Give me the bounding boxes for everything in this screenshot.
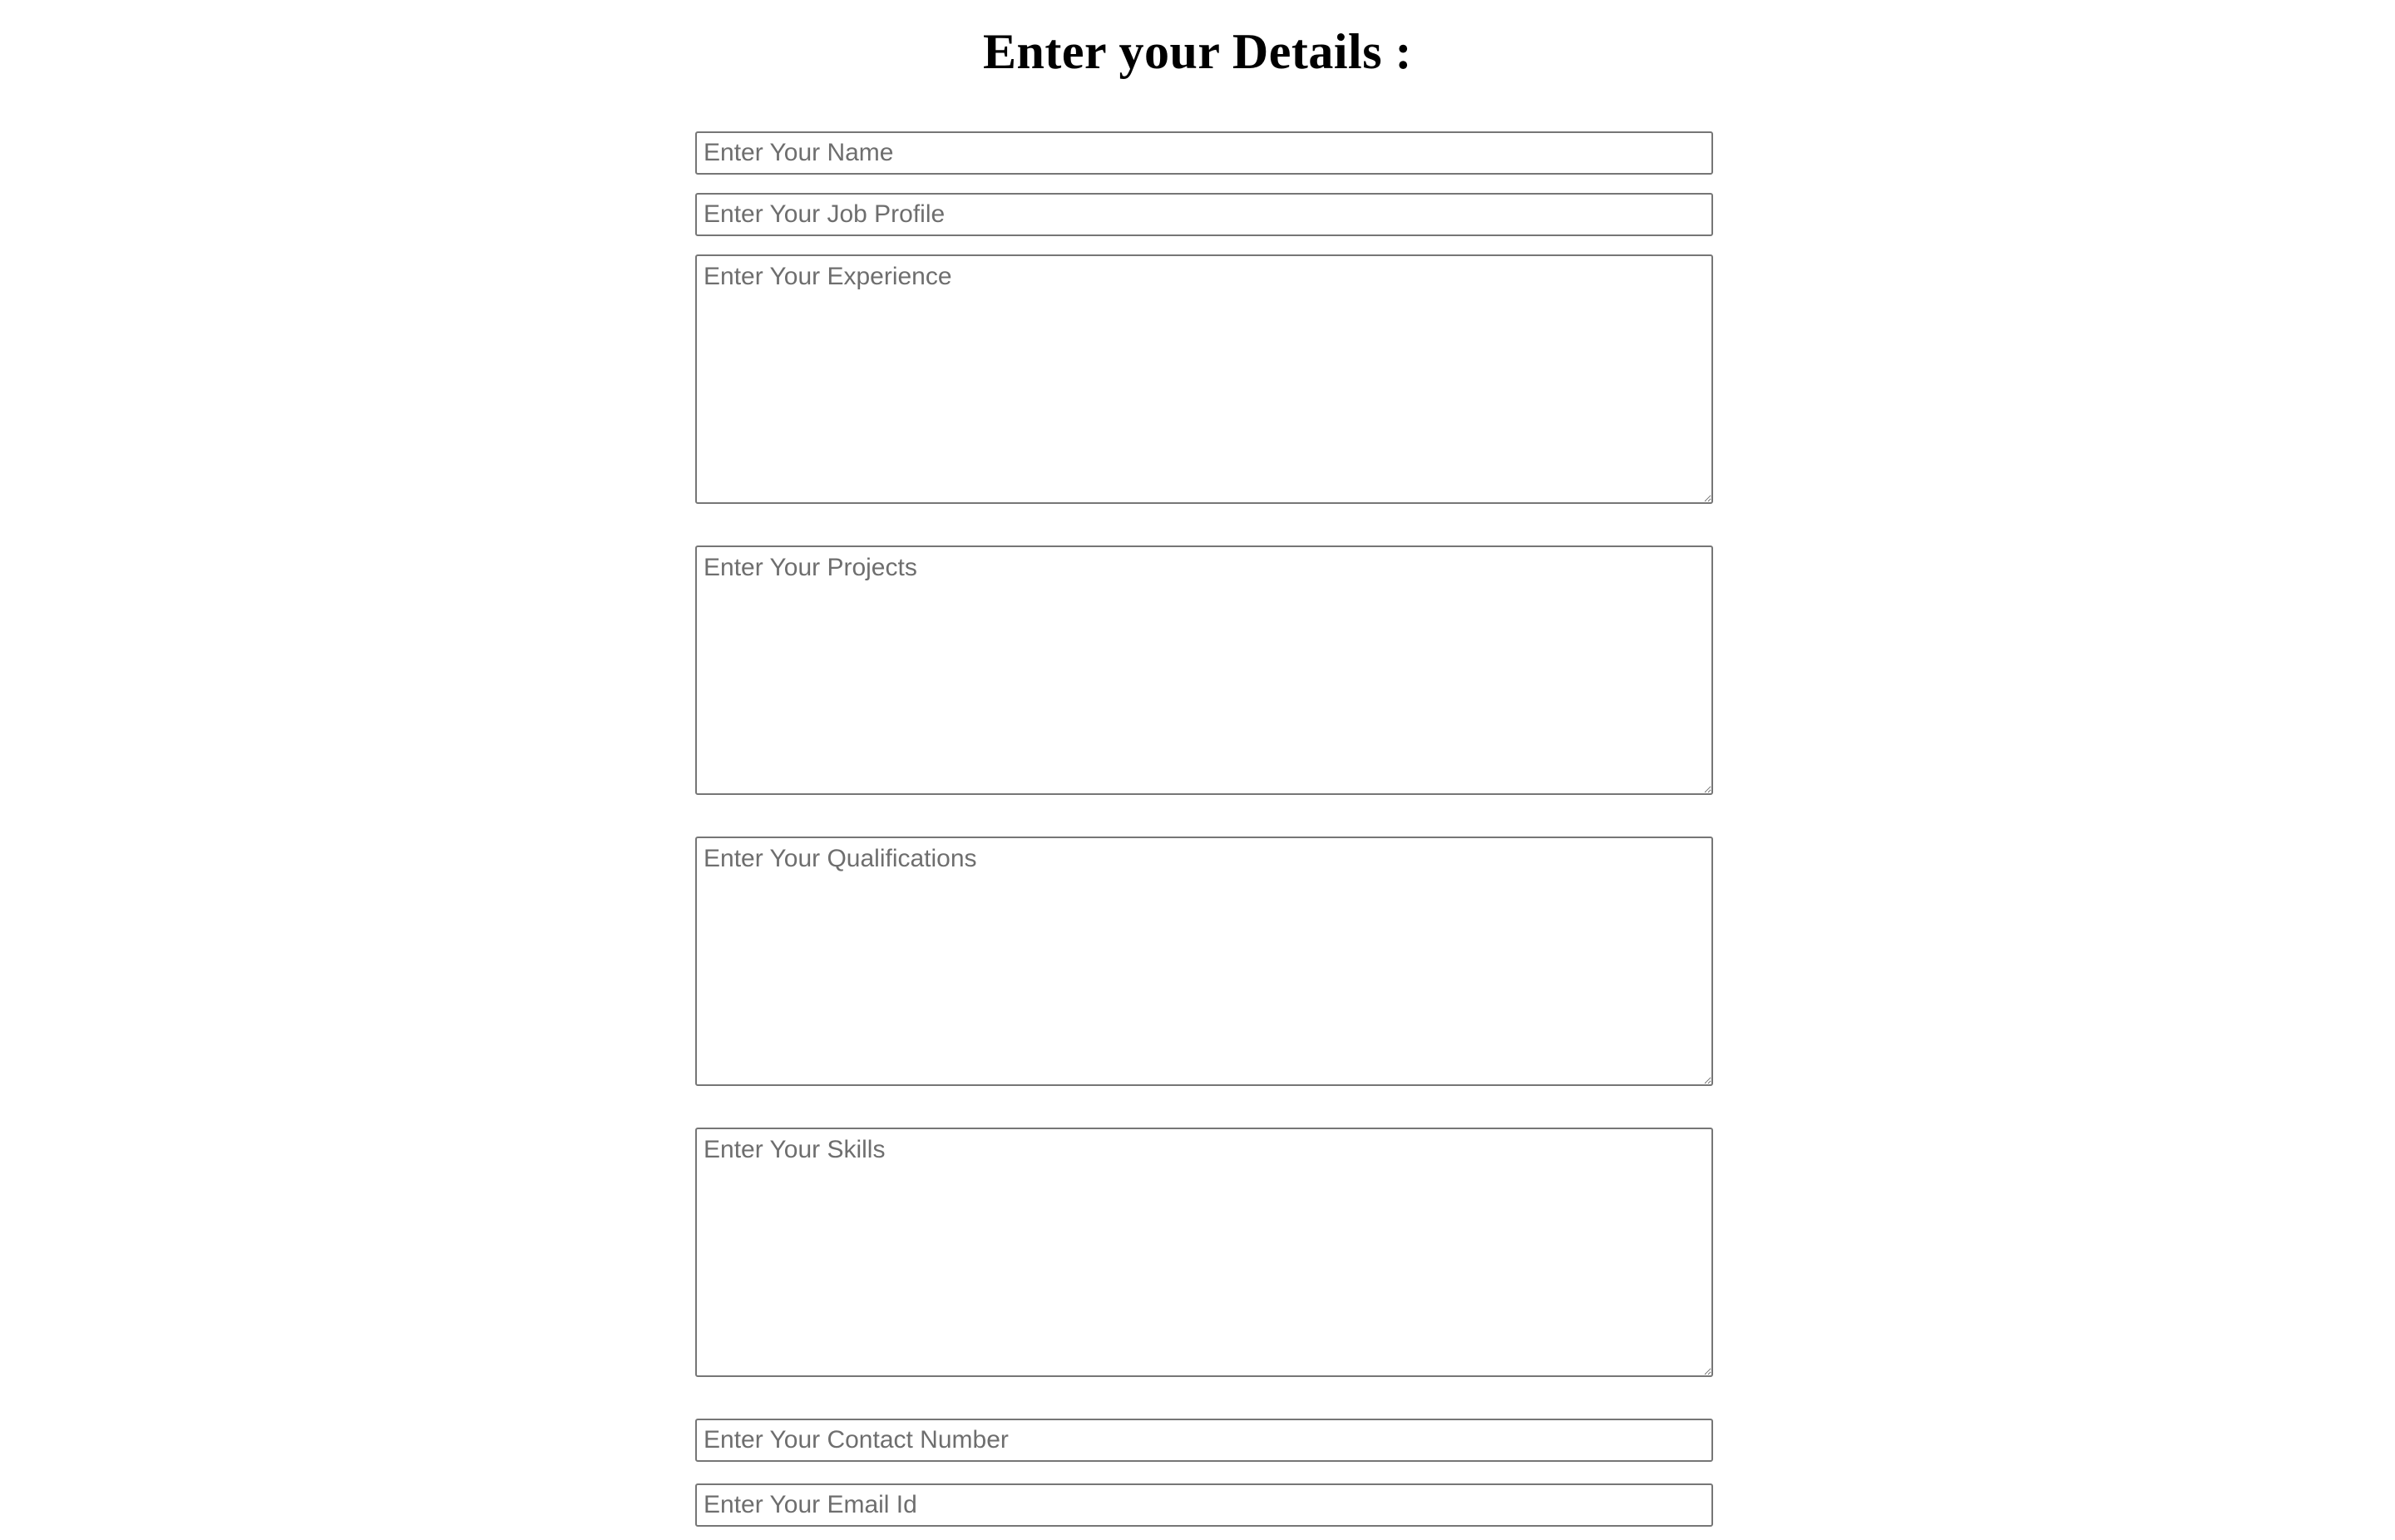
contact-number-input[interactable]	[695, 1419, 1713, 1462]
details-form	[695, 131, 1713, 1527]
qualifications-textarea[interactable]	[695, 837, 1713, 1086]
name-input[interactable]	[695, 131, 1713, 175]
email-id-input[interactable]	[695, 1483, 1713, 1527]
job-profile-input[interactable]	[695, 193, 1713, 236]
experience-textarea[interactable]	[695, 254, 1713, 504]
page-title: Enter your Details :	[982, 24, 1413, 79]
projects-textarea[interactable]	[695, 545, 1713, 795]
skills-textarea[interactable]	[695, 1128, 1713, 1377]
